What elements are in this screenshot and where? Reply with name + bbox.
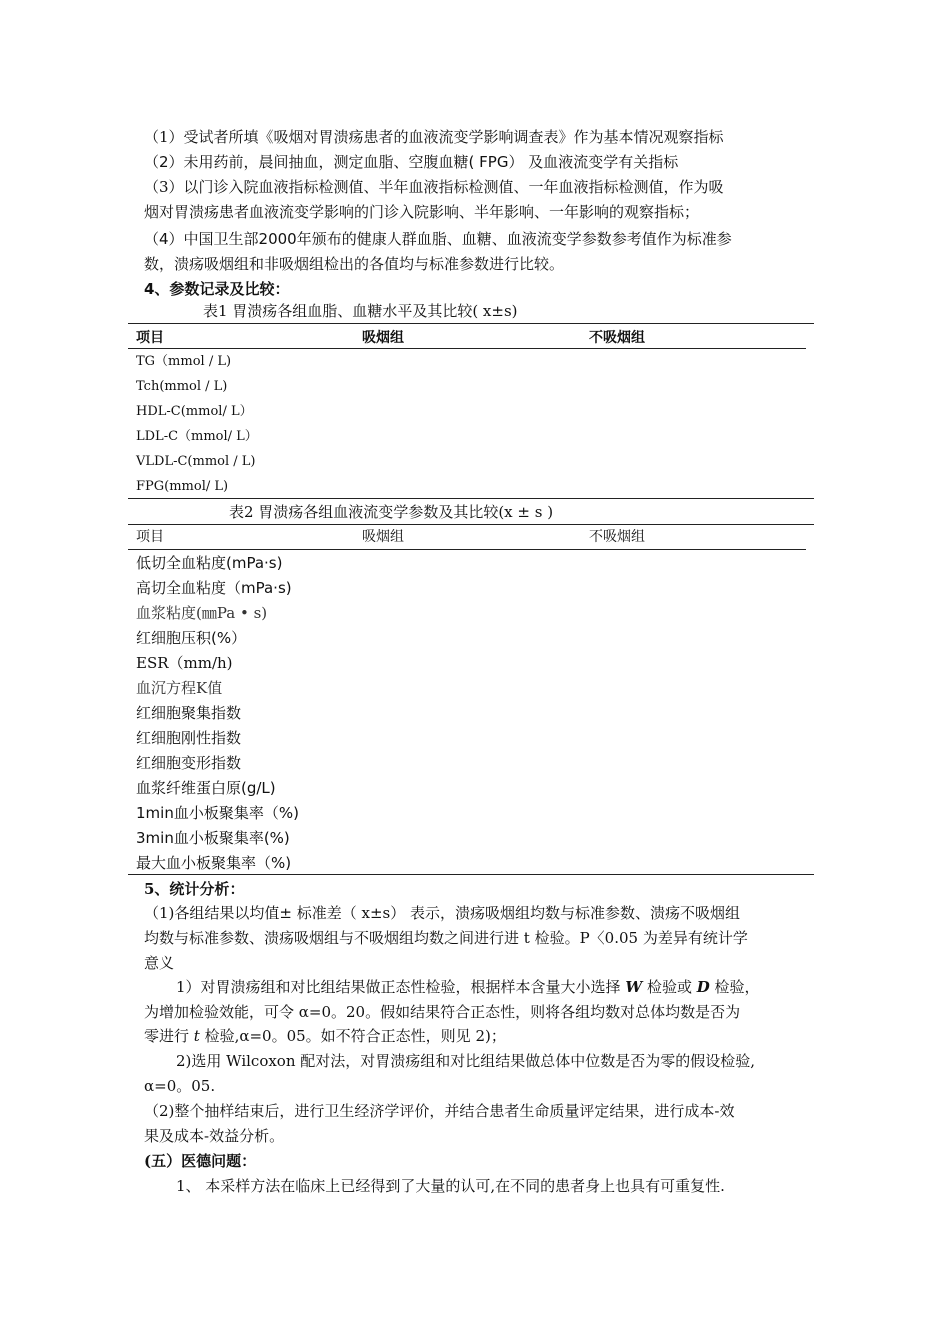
criteria-item-3-line-2: 烟对胃溃疡患者血液流变学影响的门诊入院影响、半年影响、一年影响的观察指标；	[144, 203, 700, 221]
stats-para-1-line-2: 均数与标准参数、溃疡吸烟组与不吸烟组均数之间进行进 t 检验。P〈0.05 为差异有统计学	[144, 929, 748, 947]
criteria-item-4-line-2: 数，溃疡吸烟组和非吸烟组检出的各值均与标准参数进行比较。	[144, 255, 565, 273]
stats-para-1-line-1: （1)各组结果以均值± 标准差（ x±s） 表示，溃疡吸烟组均数与标准参数、溃疡不吸烟组	[144, 904, 740, 922]
stats-para-2-line-1: （2)整个抽样结束后，进行卫生经济学评价，并结合患者生命质量评定结果，进行成本-效	[144, 1102, 735, 1120]
table-1-row: HDL-C(mmol/ L）	[136, 404, 253, 419]
table-2-row: 血沉方程K值	[136, 679, 223, 697]
stats-step-2-line-1: 2)选用 Wilcoxon 配对法，对胃溃疡组和对比组结果做总体中位数是否为零的假设检验,	[176, 1052, 756, 1070]
table-2-row: 红细胞压积(%）	[136, 629, 247, 647]
criteria-item-4-line-1: （4）中国卫生部2000年颁布的健康人群血脂、血糖、血液流变学参数参考值作为标准参	[144, 230, 732, 248]
stats-step-1-line-2: 为增加检验效能，可令 α=0。20。假如结果符合正态性，则将各组均数对总体均数是否为	[144, 1003, 741, 1021]
table-2-row: 最大血小板聚集率（%)	[136, 854, 292, 872]
table-2-row: 高切全血粘度（mPa·s)	[136, 579, 292, 597]
table-1-header-nonsmoking: 不吸烟组	[589, 330, 645, 346]
stats-para-1-line-3: 意义	[144, 954, 175, 972]
table-2-row: 红细胞刚性指数	[136, 729, 242, 747]
table-1-row: Tch(mmol / L)	[136, 379, 228, 394]
stats-para-2-line-2: 果及成本-效益分析。	[144, 1127, 285, 1145]
section-5-heading: 5、统计分析：	[144, 880, 245, 898]
table-2-row: 红细胞聚集指数	[136, 704, 242, 722]
table-1-bottom-rule	[128, 498, 814, 499]
table-2-header-smoking: 吸烟组	[362, 529, 404, 545]
table-1-header-item: 项目	[136, 330, 164, 346]
table-2-bottom-rule	[128, 874, 814, 875]
table-2-header-rule	[128, 549, 806, 550]
table-2-top-rule	[128, 524, 814, 525]
table-1-row: VLDL-C(mmol / L)	[136, 454, 256, 469]
table-1-row: FPG(mmol/ L)	[136, 479, 229, 494]
ethics-item-1: 1、 本采样方法在临床上已经得到了大量的认可,在不同的患者身上也具有可重复性.	[176, 1177, 725, 1195]
criteria-item-2: （2）未用药前，晨间抽血，测定血脂、空腹血糖( FPG） 及血液流变学有关指标	[144, 153, 679, 171]
criteria-item-3-line-1: （3）以门诊入院血液指标检测值、半年血液指标检测值、一年血液指标检测值，作为吸	[144, 178, 724, 196]
table-1-header-rule	[128, 348, 806, 349]
table-1-row: LDL-C（mmol/ L）	[136, 429, 258, 444]
table-2-row: 血浆纤维蛋白原(g/L)	[136, 779, 276, 797]
criteria-item-1: （1）受试者所填《吸烟对胃溃疡患者的血液流变学影响调查表》作为基本情况观察指标	[144, 128, 724, 146]
table-1-top-rule	[128, 323, 814, 324]
ethics-heading: (五）医德问题：	[144, 1152, 257, 1170]
stats-step-1-line-1: 1）对胃溃疡组和对比组结果做正态性检验，根据样本含量大小选择 W 检验或 D 检验，	[176, 978, 760, 996]
table-2-row: 低切全血粘度(mPa·s)	[136, 554, 283, 572]
stats-step-2-line-2: α=0。05.	[144, 1077, 216, 1095]
table-2-row: ESR（mm/h)	[136, 654, 233, 672]
table-2-row: 红细胞变形指数	[136, 754, 242, 772]
table-1-caption: 表1 胃溃疡各组血脂、血糖水平及其比较( x±s)	[203, 302, 518, 320]
table-2-row: 血浆粘度(㎜Pa • s)	[136, 604, 268, 622]
table-2-row: 3min血小板聚集率(%)	[136, 829, 290, 847]
table-2-caption: 表2 胃溃疡各组血液流变学参数及其比较(x ± s )	[229, 503, 554, 521]
section-4-heading: 4、参数记录及比较：	[144, 280, 290, 298]
table-1-row: TG（mmol / L)	[136, 354, 232, 369]
table-2-header-item: 项目	[136, 529, 164, 545]
table-1-header-smoking: 吸烟组	[362, 330, 404, 346]
stats-step-1-line-3: 零进行 t 检验,α=0。05。如不符合正态性，则见 2)；	[144, 1027, 506, 1045]
table-2-row: 1min血小板聚集率（%)	[136, 804, 299, 822]
table-2-header-nonsmoking: 不吸烟组	[589, 529, 645, 545]
